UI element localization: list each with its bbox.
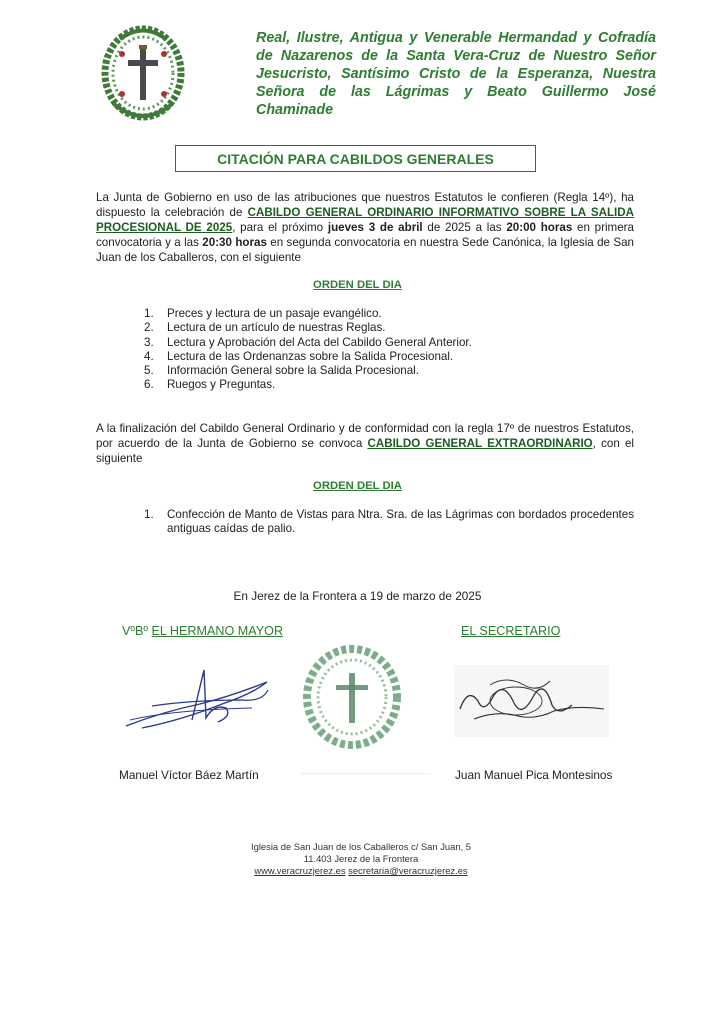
signature-divider <box>300 773 430 774</box>
extra-text-3: , con el siguiente <box>96 437 634 465</box>
footer-city: 11.403 Jerez de la Frontera <box>303 853 419 864</box>
hermano-mayor-name: Manuel Víctor Báez Martín <box>119 768 259 782</box>
agenda-item-text: Lectura de las Ordenanzas sobre la Salida Procesional. <box>167 349 454 363</box>
footer <box>0 841 715 877</box>
agenda-item <box>144 350 472 364</box>
hermano-mayor-label: EL HERMANO MAYOR <box>151 624 284 638</box>
agenda-item-number: 4. <box>144 349 154 363</box>
agenda-item-number: 5. <box>144 364 154 378</box>
email-link[interactable]: secretaria@veracruzjerez.es <box>348 865 468 876</box>
ordinary-chapter-name: CABILDO GENERAL ORDINARIO INFORMATIVO SOBRE LA SALIDA PROCESIONAL DE 2025 <box>96 206 634 234</box>
hermano-mayor-signature <box>122 660 272 740</box>
agenda-item-text: Preces y lectura de un pasaje evangélico. <box>167 307 382 320</box>
agenda-item <box>144 321 472 335</box>
agenda-item <box>144 378 472 392</box>
brotherhood-name-header: Real, Ilustre, Antigua y Venerable Hermandad y Cofradía de Nazarenos de la Santa Vera-Cruz de Nuestro Señor Jesucristo, Santísimo Cristo de la Esperanza, Nuestra Señora de las Lágrimas y Beato Guillermo José Chaminade <box>256 30 656 118</box>
intro-text-7: en primera convocatoria y a las <box>96 221 634 249</box>
agenda-item <box>144 364 472 378</box>
agenda-heading-2: ORDEN DEL DIA <box>313 480 402 492</box>
website-link[interactable]: www.veracruzjerez.es <box>254 865 346 876</box>
brotherhood-seal <box>300 645 404 750</box>
extra-text-1: A la finalización del Cabildo General Ordinario y de conformidad con la regla 17º de nuestros Estatutos, por acuerdo de la Junta de Gobierno se convoca <box>96 422 634 450</box>
secretario-label: EL SECRETARIO <box>461 624 561 638</box>
intro-text-5: de 2025 a las <box>422 221 507 234</box>
citation-title: CITACIÓN PARA CABILDOS GENERALES <box>175 145 536 172</box>
agenda-item-number: 1. <box>144 508 154 521</box>
first-call-time: 20:00 horas <box>506 221 573 234</box>
agenda-item-text: Lectura y Aprobación del Acta del Cabildo General Anterior. <box>167 335 472 349</box>
secretario-name: Juan Manuel Pica Montesinos <box>455 768 613 782</box>
agenda-list-1 <box>144 307 472 393</box>
footer-links <box>0 865 715 877</box>
agenda-item-number: 1. <box>144 307 154 320</box>
agenda-heading-1: ORDEN DEL DIA <box>313 279 402 291</box>
extraordinary-paragraph <box>96 421 634 466</box>
agenda-item <box>144 307 472 321</box>
vobo-label: VºBº <box>122 624 152 638</box>
intro-text-9: en segunda convocatoria en nuestra Sede Canónica, la Iglesia de San Juan de los Caballeros, con el siguiente <box>96 236 635 264</box>
agenda-item <box>144 336 472 350</box>
intro-text-1: La Junta de Gobierno en uso de las atribuciones que nuestros Estatutos le confieren (Regla 14º), ha dispuesto la celebración de <box>96 191 634 219</box>
meeting-date: jueves 3 de abril <box>327 221 423 234</box>
agenda-item-text: Lectura de un artículo de nuestras Reglas. <box>167 321 386 335</box>
intro-paragraph <box>96 190 634 265</box>
secretario-signature <box>454 665 609 737</box>
agenda-item-number: 3. <box>144 335 154 349</box>
agenda-item-number: 6. <box>144 378 154 392</box>
secretario-title <box>461 624 560 638</box>
agenda-list-2 <box>144 508 634 537</box>
agenda-item-number: 2. <box>144 321 154 335</box>
agenda-item-text: Información General sobre la Salida Procesional. <box>167 364 419 378</box>
agenda-item <box>144 508 634 537</box>
date-line: En Jerez de la Frontera a 19 de marzo de 2025 <box>233 589 482 603</box>
agenda-item-text: Ruegos y Preguntas. <box>167 378 276 392</box>
hermano-mayor-title <box>122 624 283 638</box>
extraordinary-chapter-name: CABILDO GENERAL EXTRAORDINARIO <box>367 437 593 450</box>
intro-text-3: , para el próximo <box>232 221 328 234</box>
brotherhood-crest-logo <box>100 24 186 122</box>
agenda-item-text: Confección de Manto de Vistas para Ntra. Sra. de las Lágrimas con bordados procedentes antiguas caídas de palio. <box>167 508 634 536</box>
footer-address: Iglesia de San Juan de los Caballeros c/ San Juan, 5 <box>251 841 471 852</box>
second-call-time: 20:30 horas <box>202 236 267 249</box>
